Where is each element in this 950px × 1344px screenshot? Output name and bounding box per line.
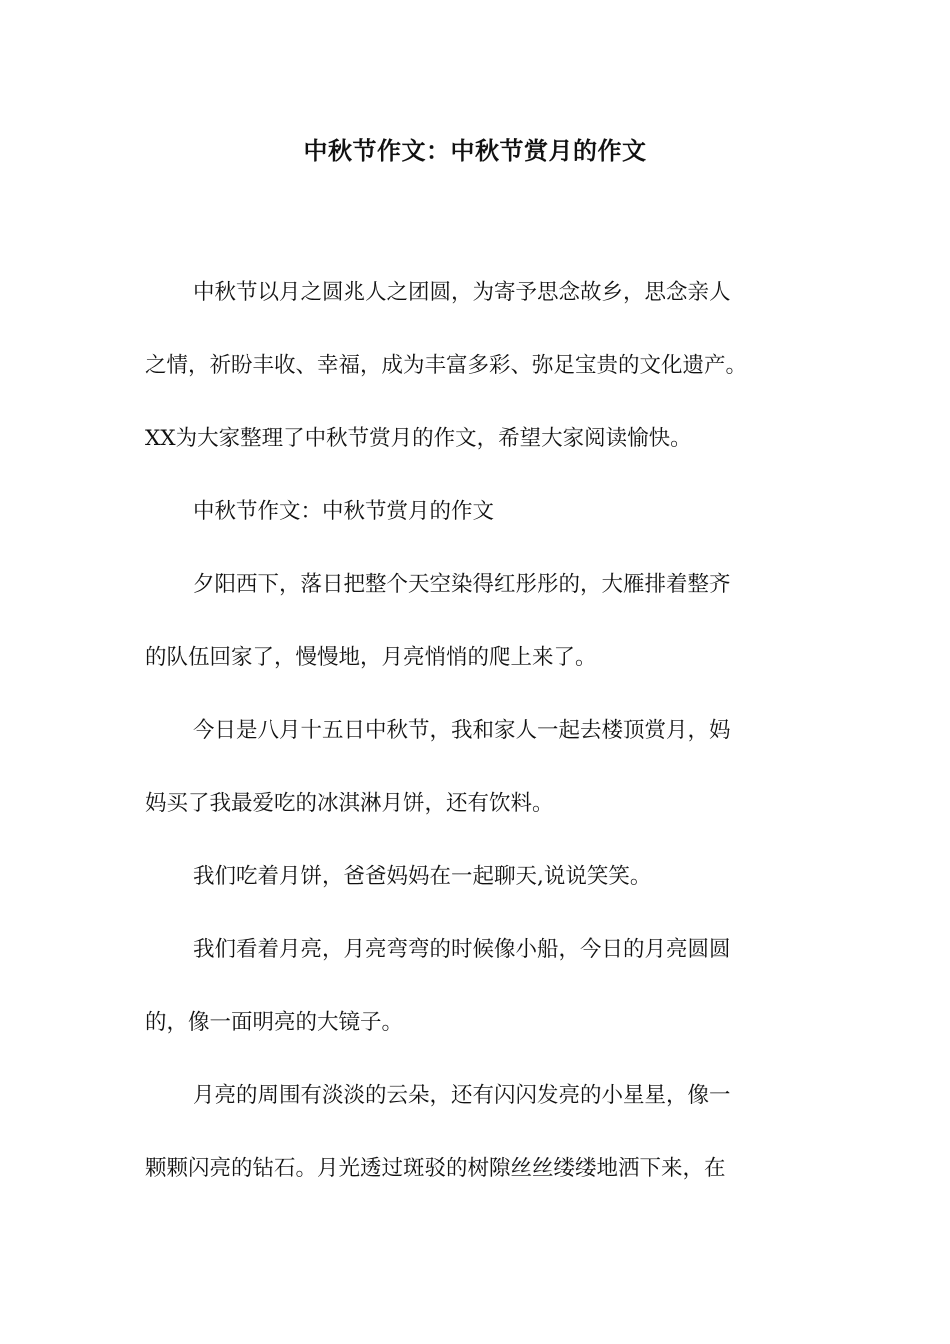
paragraph-3-line-1: 今日是八月十五日中秋节，我和家人一起去楼顶赏月，妈: [193, 718, 731, 743]
paragraph-1-line-1: 中秋节以月之圆兆人之团圆，为寄予思念故乡，思念亲人: [193, 280, 731, 305]
paragraph-2-line-2: 的队伍回家了，慢慢地，月亮悄悄的爬上来了。: [145, 645, 597, 670]
paragraph-6-line-1: 月亮的周围有淡淡的云朵，还有闪闪发亮的小星星，像一: [193, 1083, 731, 1108]
paragraph-5-line-1: 我们看着月亮，月亮弯弯的时候像小船，今日的月亮圆圆: [193, 937, 731, 962]
paragraph-1-line-3: XX为大家整理了中秋节赏月的作文，希望大家阅读愉快。: [145, 426, 692, 451]
paragraph-2-line-1: 夕阳西下，落日把整个天空染得红彤彤的，大雁排着整齐: [193, 572, 731, 597]
essay-subtitle: 中秋节作文：中秋节赏月的作文: [193, 499, 495, 524]
document-title: 中秋节作文：中秋节赏月的作文: [303, 136, 647, 165]
paragraph-5-line-2: 的，像一面明亮的大镜子。: [145, 1010, 404, 1035]
paragraph-3-line-2: 妈买了我最爱吃的冰淇淋月饼，还有饮料。: [145, 791, 554, 816]
document-body: [145, 256, 810, 1205]
paragraph-4-line-1: 我们吃着月饼，爸爸妈妈在一起聊天,说说笑笑。: [193, 864, 652, 889]
paragraph-1-line-2: 之情，祈盼丰收、幸福，成为丰富多彩、弥足宝贵的文化遗产。: [145, 353, 748, 378]
paragraph-6-line-2: 颗颗闪亮的钻石。月光透过斑驳的树隙丝丝缕缕地洒下来，在: [145, 1156, 726, 1181]
